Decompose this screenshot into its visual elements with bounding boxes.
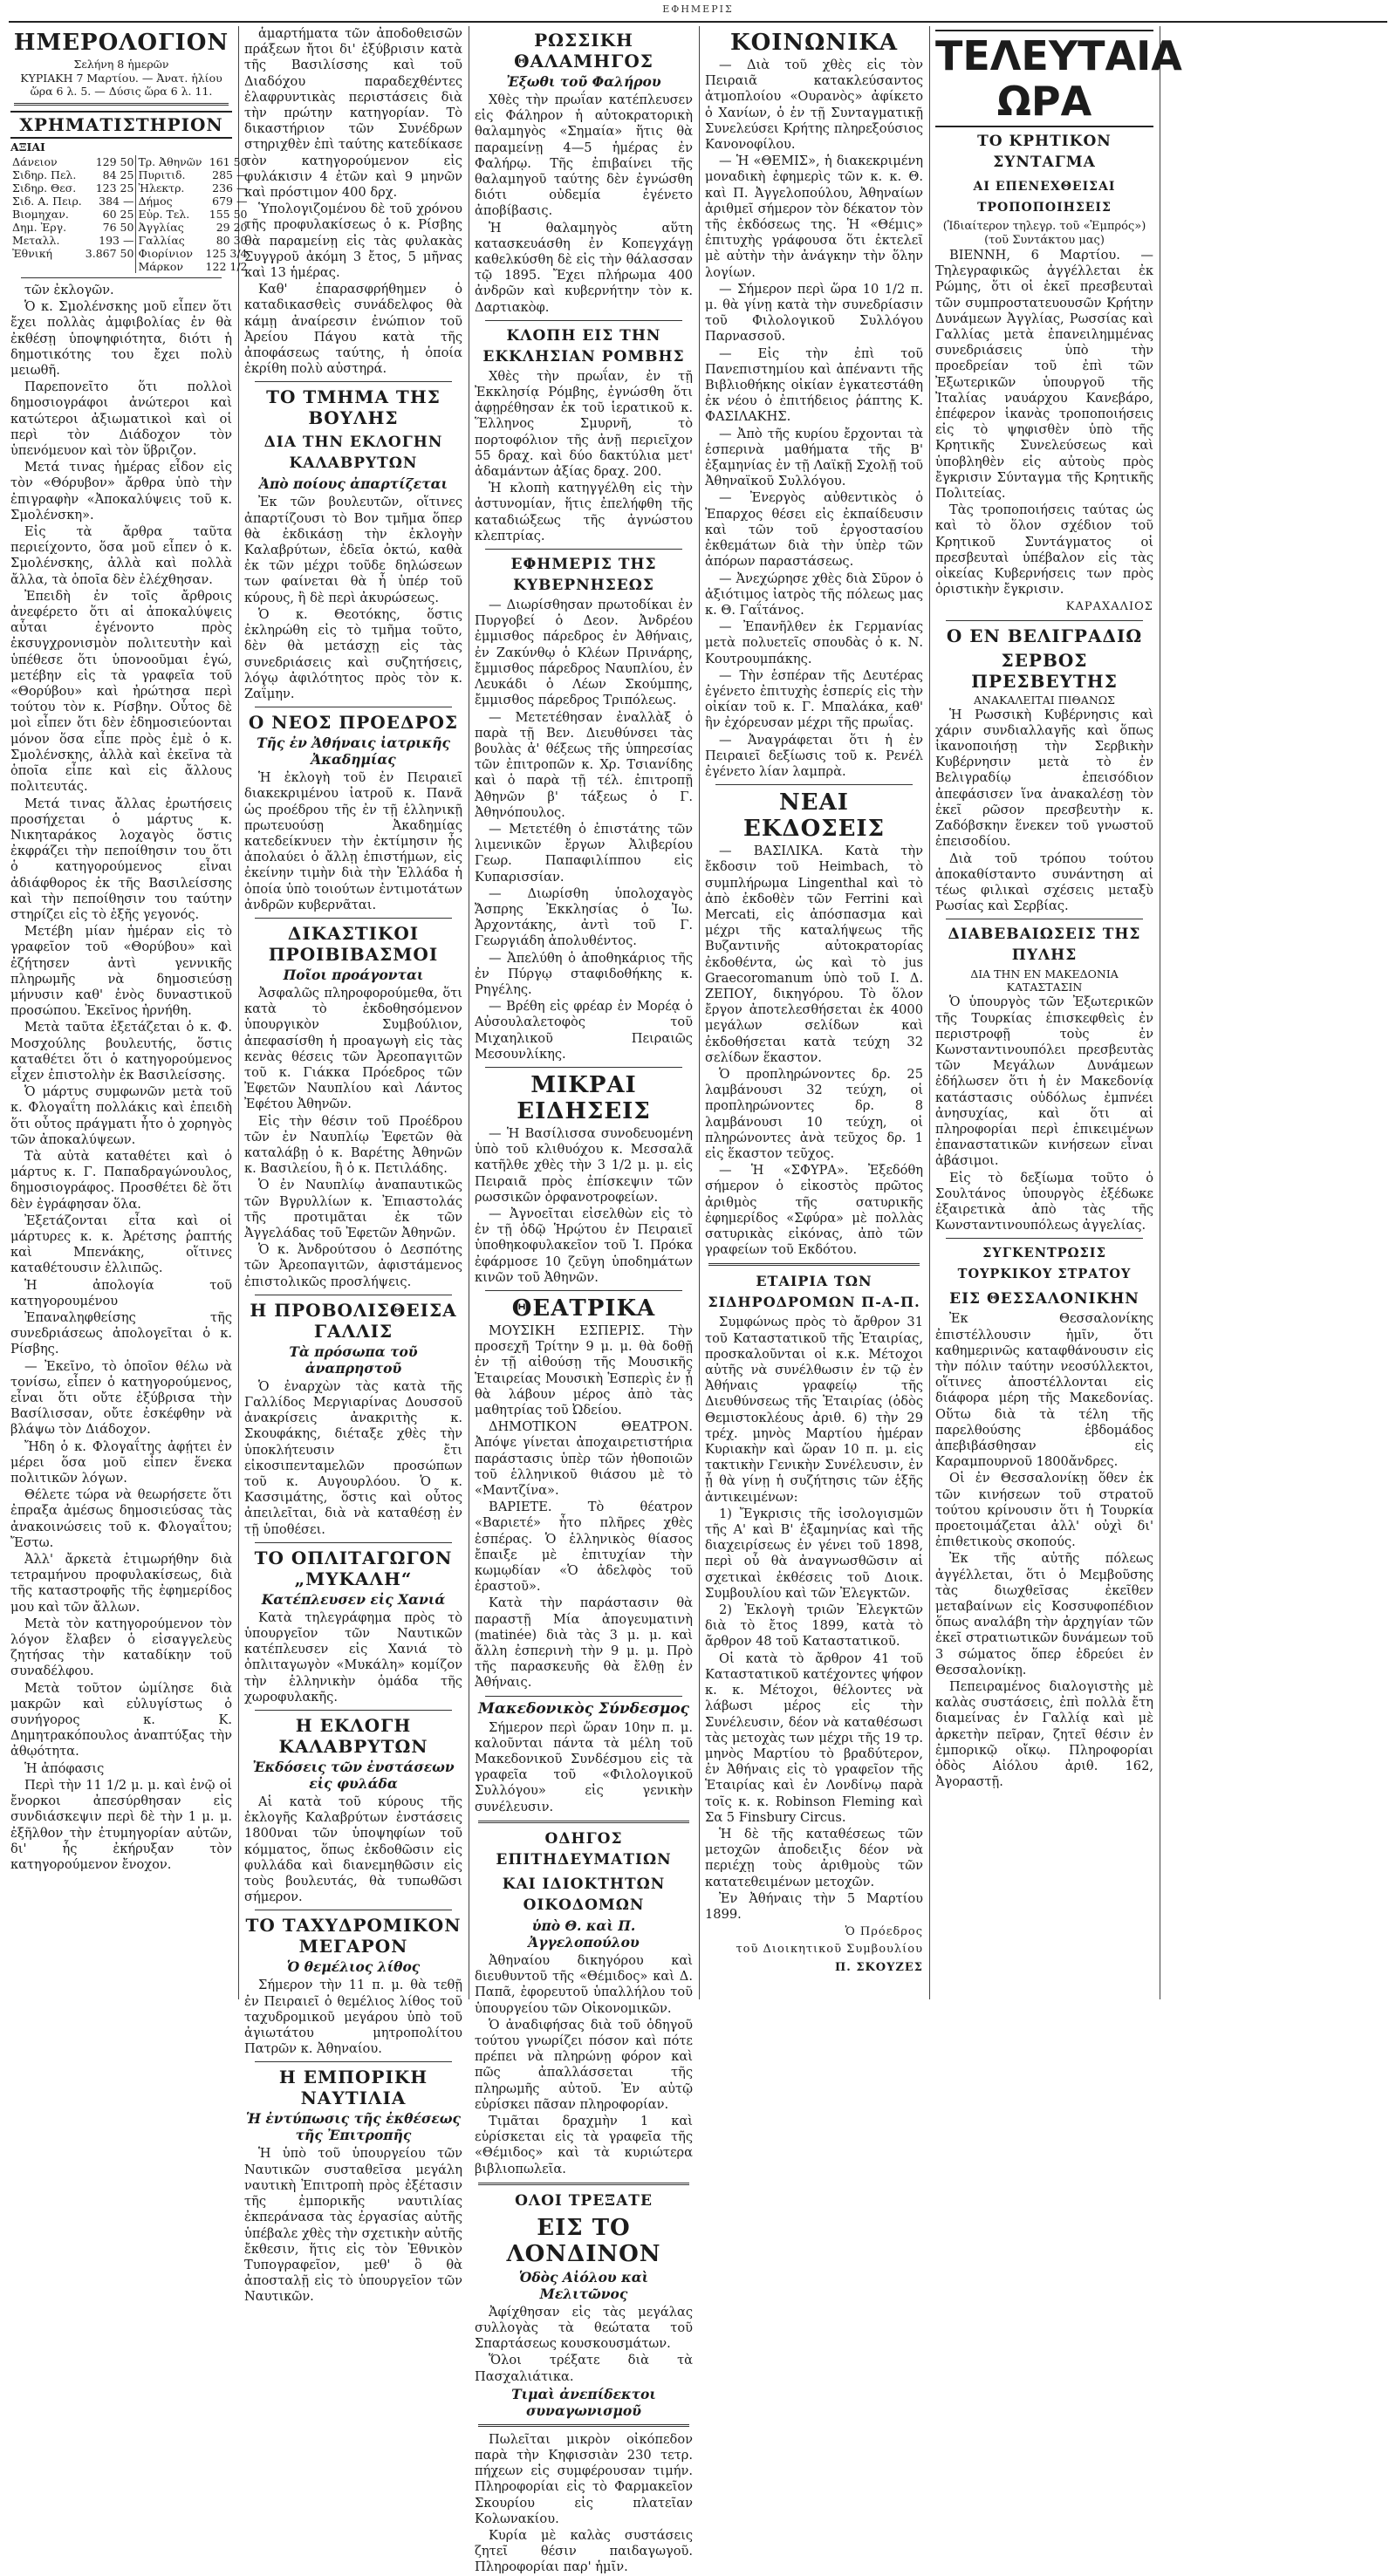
paragraph: Χθὲς τὴν πρωΐαν κατέπλευσεν εἰς Φάληρον ἡ αὐτοκρατορικὴ θαλαμηγὸς «Σημαία» ἥτις θὰ παραμείνῃ 4—5 ἡμέρας ἐν Φαλήρῳ. Τῆς ἐπιβαίνει τῆς θαλαμηγοῦ ταύτης δὲν ἐγνώσθη διότι οὐδεμία ἐγένετο ἀποβίβασις. — [475, 92, 693, 219]
vouli-heading-2: ΔΙΑ ΤΗΝ ΕΚΛΟΓΗΝ ΚΑΛΑΒΡΥΤΩΝ — [263, 434, 443, 473]
market-label: Ἠλεκτρ. — [136, 181, 204, 195]
paragraph: — Ἡ Βασίλισσα συνοδευομένη ὑπὸ τοῦ κλιθυόχου κ. Μεσσαλᾶ κατῆλθε χθὲς τὴν 3 1/2 μ. μ. εἰς Πειραιᾶ πρὸς ἐπίσκεψιν τῶν ρωσσικῶν ὀρφανοτροφείων. — [475, 1125, 693, 1205]
paragraph: ἁμαρτήματα τῶν ἀποδοθεισῶν πράξεων ἤτοι δι' ἐξύβρισιν κατὰ τῆς Βασιλίσσης καὶ τοῦ Διαδόχου παραδεχθέντες ἐλαφρυντικὰς περιστάσεις διὰ τὴν πρώτην κατηγορίαν. Τὸ δικαστήριον τῶν Συνέδρων στηριχθὲν ἐπὶ ταύτης κατεδίκασε τὸν κατηγορούμενον εἰς φυλάκισιν 4 ἐτῶν καὶ 9 μηνῶν καὶ πρόστιμον 400 δρχ. — [244, 26, 462, 201]
porte-article — [935, 994, 1153, 1233]
market-value: 129 50 — [95, 155, 134, 168]
market-value: 29 20 — [216, 221, 248, 234]
run-heading: ΟΛΟΙ ΤΡΕΞΑΤΕ — [515, 2191, 653, 2210]
paragraph: Μετά τινας ἡμέρας εἶδον εἰς τὸν «Θόρυβον» ἄρθρα ὑπὸ τὴν ἐπιγραφὴν «Ἀποκαλύψεις τοῦ κ. Σμολένσκη». — [10, 460, 232, 523]
shipping-subheading: Ἡ ἐντύπωσις τῆς ἐκθέσεως τῆς Ἐπιτροπῆς — [246, 2110, 461, 2144]
paragraph: Πωλεῖται μικρὸν οἰκόπεδον παρὰ τὴν Κηφισσιὰν 230 τετρ. πήχεων εἰς συμφέρουσαν τιμήν. Πληροφορίαι εἰς τὸ Φαρμακεῖον Σκουρίου εἰς πλατεῖαν Κολωνακίου. — [475, 2431, 693, 2526]
divider — [478, 2424, 689, 2427]
column-6-margin — [1166, 26, 1386, 1999]
belgrade-heading-2: ΣΕΡΒΟΣ ΠΡΕΣΒΕΥΤΗΣ — [971, 649, 1118, 692]
market-label: Δήμος — [136, 195, 204, 208]
paragraph: Μετὰ ταῦτα ἐξετάζεται ὁ κ. Φ. Μοσχούλης βουλευτής, ὅστις καταθέτει ὅτι ὁ κατηγορούμενος εἶχεν ἐπιστολὴν ἐκ Βασιλείσσης. — [10, 1020, 232, 1083]
macedonian-article — [475, 1720, 693, 1815]
post-office-article — [244, 1978, 462, 2057]
paragraph: Μετά τινας ἄλλας ἐρωτήσεις προσήχεται ὁ μάρτυς κ. Νικηταράκος λοχαγὸς ὅστις ἐκφράζει τὴν πεποίθησιν του ὅτι ὁ κατηγορούμενος εἶναι ἀδιάφθορος ἐκ τῆς Βασιλείσσης καὶ τὴν πεποίθησιν του ταύτην στηρίζει εἰς τὸ ἐξῆς γεγονός. — [10, 796, 232, 922]
column-4 — [705, 26, 923, 1999]
paragraph: ΜΟΥΣΙΚΗ ΕΣΠΕΡΙΣ. Τὴν προσεχῆ Τρίτην 9 μ. μ. θὰ δοθῇ ἐν τῇ αἰθούσῃ τῆς Μουσικῆς Ἑταιρείας Μουσικὴ Ἑσπερὶς ἐν ᾗ θὰ λάβουν μέρος ἀπὸ τὰς μαθητρίας τοῦ Ὠδείου. — [475, 1323, 693, 1418]
paragraph: Ἡ θαλαμηγὸς αὕτη κατασκευάσθη ἐν Κοπεγχάγῃ καθελκύσθη δὲ εἰς τὴν θάλασσαν τῷ 1895. Ἔχει πλήρωμα 400 ἀνδρῶν καὶ κυβερνήτην τὸν κ. Δαρτιακὸφ. — [475, 220, 693, 315]
market-row — [10, 260, 250, 273]
london-subheading: Ὁδὸς Αἰόλου καὶ Μελιτῶνος — [518, 2268, 649, 2302]
divider — [255, 1710, 452, 1711]
paragraph: 1) Ἔγκρισις τῆς ἰσολογισμῶν τῆς Α' καὶ Β' ἐξαμηνίας καὶ τῆς διαχειρίσεως ἐν γένει τοῦ 1898, περὶ οὗ θὰ ἀναγνωσθῶσιν αἱ σχετικαὶ ἐκθέσεις τοῦ Διοικ. Συμβουλίου καὶ τῶν Ἐλεγκτῶν. — [705, 1506, 923, 1601]
paragraph: Ὁ ἐναρχὼν τὰς κατὰ τῆς Γαλλίδος Μεργιαρίνας Δουσσοῦ ἀνακρίσεις ἀνακριτὴς κ. Σκουφάκης, διέταξε χθὲς τὴν ὑποκλήτευσιν ἔτι εἰκοσιπενταμελῶν προσώπων τοῦ κ. Αυγουρλόου. Ὁ κ. Κασσιμάτης, ὅστις καὶ οὗτος ἀπειλεῖται, διὰ νὰ καταθέσῃ ἐν τῇ ὑποθέσει. — [244, 1378, 462, 1537]
guide-heading: ΟΔΗΓΟΣ ΕΠΙΤΗΔΕΥΜΑΤΙΩΝ — [496, 1829, 672, 1869]
troops-heading-2: ΕΙΣ ΘΕΣΣΑΛΟΝΙΚΗΝ — [949, 1290, 1139, 1308]
paragraph: Οἱ ἐν Θεσσαλονίκῃ ὅθεν ἐκ τῶν κινήσεων τοῦ στρατοῦ τούτου κρίνουσιν ὅτι ἡ Τουρκία προετοιμάζεται ἀλλ' οὐχὶ δι' ἐπιθετικοὺς σκοπούς. — [935, 1471, 1153, 1550]
paragraph: Ἡ ἀπολογία τοῦ κατηγορουμένου — [10, 1277, 232, 1308]
paragraph: — Ἡ «ΣΦΥΡΑ». Ἐξεδόθη σήμερον ὁ εἰκοστὸς πρῶτος ἀριθμὸς τῆς σατυρικῆς ἐφημερίδος «Σφύρα» μὲ πολλὰς σατυρικὰς εἰκόνας, ἀπὸ τῶν γραφείων τοῦ Εκδότου. — [705, 1163, 923, 1258]
paragraph: — Τὴν ἑσπέραν τῆς Δευτέρας ἐγένετο ἐπιτυχὴς ἑσπερίς εἰς τὴν οἰκίαν τοῦ κ. Γ. Μπαλάκα, καθ' ἣν ἐχόρευσαν μέχρι τῆς πρωΐας. — [705, 667, 923, 731]
market-label: Ἐθνική — [12, 247, 52, 260]
railway-signature-name: Π. ΣΚΟΥΖΕΣ — [834, 1960, 923, 1974]
theft-heading: ΚΛΟΠΗ ΕΙΣ ΤΗΝ ΕΚΚΛΗΣΙΑΝ ΡΟΜΒΗΣ — [482, 326, 685, 366]
proedros-heading: Ο ΝΕΟΣ ΠΡΟΕΔΡΟΣ — [248, 712, 459, 734]
paragraph: Ὁ κ. Σμολένσκης μοῦ εἶπεν ὅτι ἔχει πολλὰς ἀμφιβολίας ἐν θὰ ἐκθέσῃ ὑποψηφιότητα, διότι ἡ δημοτικότης του ἔχει πολὺ μειωθῆ. — [10, 299, 232, 379]
paragraph: 2) Ἐκλογὴ τριῶν Ἐλεγκτῶν διὰ τὸ ἔτος 1899, κατὰ τὸ ἄρθρον 48 τοῦ Καταστατικοῦ. — [705, 1602, 923, 1650]
paragraph: Ὁ ἐν Ναυπλίῳ ἀναπαυτικῶς τῶν Βγρυλλίων κ. Ἐπιαστολάς τῆς προτιμᾶται ἐκ τῶν Ἀγγελάδας τοῦ Ἐφετῶν Ἀθηνῶν. — [244, 1178, 462, 1240]
market-label: Δάνειον — [12, 155, 58, 168]
market-label: Πυριτιδ. — [136, 168, 204, 181]
paragraph: — Ἐκεῖνο, τὸ ὁποῖον θέλω νὰ τονίσω, εἶπεν ὁ κατηγορούμενος, εἶναι ὅτι οὔτε ἐξύβρισα τὴν Βασίλισσαν, οὔτε ἐσκέφθην νὰ βλάψω τὸν Διάδοχον. — [10, 1358, 232, 1438]
belgrade-subheading: ΑΝΑΚΑΛΕΙΤΑΙ ΠΙΘΑΝΩΣ — [974, 693, 1115, 707]
paragraph: Κατὰ τὴν παράστασιν θὰ παραστῇ Μία ἀπογευματινὴ (matinée) διὰ τὰς 3 μ. μ. καὶ ἄλλη ἐσπερινὴ τὴν 9 μ. μ. Πρὸ τῆς παρασκευῆς θὰ ἔλθῃ ἐν Ἀθήναις. — [475, 1595, 693, 1691]
paragraph: — Διωρίσθη ὑπολοχαγὸς Ἄσπρης Ἐκκλησίας ὁ Ἰω. Ἀρχοντάκης, ἀντὶ τοῦ Γ. Γεωργιάδη ἀπολυθέντος. — [475, 885, 693, 949]
paragraph: Οἱ κατὰ τὸ ἄρθρον 41 τοῦ Καταστατικοῦ κατέχοντες ψήφον κ. κ. Μέτοχοι, θέλοντες νὰ λάβωσι μέρος εἰς τὴν Συνέλευσιν, δέον νὰ καταθέσωσι τὰς μετοχὰς των μέχρι τῆς 19 τρ. μηνὸς Μαρτίου τὸ βραδύτερον, ἐν Ἀθήναις εἰς τὸ γραφεῖον τῆς Ἑταιρίας καὶ ἐν Λονδίνῳ παρὰ τοῖς κ. κ. Robinson Fleming καὶ Σα 5 Finsbury Circus. — [705, 1650, 923, 1825]
top-rule — [9, 21, 1387, 23]
market-value: 193 — — [99, 234, 134, 247]
paragraph: Σήμερον τὴν 11 π. μ. θὰ τεθῇ ἐν Πειραιεῖ ὁ θεμέλιος λίθος τοῦ ταχυδρομικοῦ μεγάρου ὑπὸ τοῦ ἀγιωτάτου μητροπολίτου Πατρῶν κ. Ἀθηναίου. — [244, 1978, 462, 2057]
paragraph: Ἐκ τῆς αὐτῆς πόλεως ἀγγέλλεται, ὅτι ὁ Μεμβοῦσης τὰς διωχθεῖσας ἐκεῖθεν μεταβαίνων εἰς Κοσσυφοπέδιον ὅπως αναλάβη τὴν ἀρχηγίαν τῶν ἐκεῖ στρατιωτικῶν δυνάμεων τοῦ 3 σώματος ὅπερ ἑδρεύει ἐν Θεσσαλονίκῃ. — [935, 1551, 1153, 1677]
column-rule — [699, 26, 700, 1999]
paragraph: Ἐν Ἀθήναις τὴν 5 Μαρτίου 1899. — [705, 1890, 923, 1922]
paragraph: — Ἀπελύθη ὁ ἀποθηκάριος τῆς ἐν Πύργῳ σταφιδοθήκης κ. Ρηγέλης. — [475, 950, 693, 997]
paragraph: Σήμερον περὶ ὥραν 10ην π. μ. καλοῦνται πάντα τὰ μέλη τοῦ Μακεδονικοῦ Συνδέσμου εἰς τὰ γραφεῖα τοῦ «Φιλολογικοῦ Συλλόγου» εἰς γενικὴν συνέλευσιν. — [475, 1719, 693, 1814]
paragraph: Παρεπονεῖτο ὅτι πολλοὶ δημοσιογράφοι ἀνώτεροι καὶ κατώτεροι ἀξιωματικοὶ καὶ οἱ περὶ τὸν Διάδοχον τὸν ὑπενόμευον καὶ τὸν ὕβριζον. — [10, 379, 232, 459]
paragraph: Μετὰ τὸν κατηγορούμενον τὸν λόγον ἔλαβεν ὁ εἰσαγγελεὺς ζητήσας τὴν καταδίκην τοῦ συναδέλφου. — [10, 1616, 232, 1679]
paragraph: ΒΑΡΙΕΤΕ. Τὸ θέατρον «Βαριετέ» ἦτο πλῆρες χθὲς ἐσπέρας. Ὁ ἑλληνικὸς θίασος ἔπαιξε μὲ ἐπιτυχίαν τὴν κωμῳδίαν «Ὁ ἀδελφὸς τοῦ ἐραστοῦ». — [475, 1500, 693, 1595]
divider — [946, 1238, 1143, 1239]
divider — [485, 549, 682, 550]
proedros-subheading: Τῆς ἐν Ἀθήναις ἰατρικῆς Ἀκαδημίας — [257, 735, 450, 769]
new-editions-heading: ΝΕΑΙ ΕΚΔΟΣΕΙΣ — [743, 789, 885, 843]
theft-article — [475, 369, 693, 544]
paragraph: Ἤδη ὁ κ. Φλογαΐτης ἀφῄτει ἐν μέρει ὅσα μοῦ εἶπεν ἕνεκα πολιτικῶν λόγων. — [10, 1438, 232, 1486]
divider — [255, 381, 452, 382]
paragraph: Ὁ προπληρώνοντες δρ. 25 λαμβάνουσι 32 τεύχη, οἱ προπληρώνοντες δρ. 8 λαμβάνουσι 10 τεύχη, οἱ πληρώνοντες ἀνὰ τεῦχος δρ. 1 εἰς ἕκαστον τεῦχος. — [705, 1066, 923, 1161]
divider — [14, 103, 229, 106]
divider — [708, 1263, 920, 1266]
macedonian-heading: Μακεδονικὸς Σύνδεσμος — [478, 1699, 689, 1718]
social-heading: ΚΟΙΝΩΝΙΚΑ — [729, 30, 898, 56]
market-value: 84 25 — [102, 168, 134, 181]
vouli-subheading: Ἀπὸ ποίους ἀπαρτίζεται — [258, 475, 448, 493]
social-article — [705, 58, 923, 780]
market-row — [10, 221, 250, 234]
market-value: 3.867 50 — [85, 247, 134, 260]
market-label: Μεταλλ. — [12, 234, 60, 247]
paragraph: Ἐκ Θεσσαλονίκης ἐπιστέλλουσιν ἡμῖν, ὅτι καθημερινῶς καταφθάνουσιν εἰς τὴν πόλιν ταύτην νεοσύλλεκτοι, οἵτινες ἀποστέλλονται εἰς διάφορα μέρη τῆς Μακεδονίας. Οὕτω διὰ τὰ τέλη τῆς παρελθούσης ἑβδομάδος ἀπεβιβάσθησαν εἰς Καραμπουρνοῦ 1800ἄνδρες. — [935, 1311, 1153, 1470]
paragraph: τῶν ἐκλογῶν. — [24, 283, 114, 297]
theatre-heading: ΘΕΑΤΡΙΚΑ — [511, 1295, 656, 1322]
gazette-article — [475, 598, 693, 1063]
divider — [485, 1696, 682, 1697]
paragraph: Εἰς τὰ ἄρθρα ταῦτα περιείχοντο, ὅσα μοῦ εἶπεν ὁ κ. Σμολένσκης, ἀλλὰ καὶ πολλὰ ἄλλα, τὰ ὁποῖα δὲν ἐλέχθησαν. — [10, 524, 232, 587]
market-label: Σιδ. Α. Πειρ. — [12, 195, 82, 208]
market-label: Μάρκον — [136, 260, 204, 273]
guide-heading-2: ΚΑΙ ΙΔΙΟΚΤΗΤΩΝ ΟΙΚΟΔΟΜΩΝ — [502, 1875, 666, 1914]
paragraph: Ὑπολογιζομένου δὲ τοῦ χρόνου τῆς προφυλακίσεως ὁ κ. Ρίσβης θὰ παραμείνῃ εἰς τὰς φυλακὰς Συγγροῦ ἀκόμη 3 ἔτος, 5 μῆνας καὶ 13 ἡμέρας. — [244, 202, 462, 281]
paragraph: Ὁ κ. Θεοτόκης, ὅστις ἐκληρώθη εἰς τὸ τμῆμα τοῦτο, δὲν θὰ μετάσχῃ εἰς τὰς συνεδριάσεις καὶ συζητήσεις, λόγῳ ἀφιλότητος πρὸς τὸν κ. Ζαΐμην. — [244, 606, 462, 701]
yacht-article — [475, 92, 693, 316]
market-label: Βιομηχαν. — [12, 208, 69, 221]
post-office-heading: ΤΟ ΤΑΧΥΔΡΟΜΙΚΟΝ ΜΕΓΑΡΟΝ — [245, 1915, 462, 1958]
divider — [485, 1290, 682, 1291]
market-label: Ἀγγλίας — [136, 221, 204, 234]
column-2 — [244, 26, 462, 2305]
paragraph: Ἡ κλοπὴ κατηγγέλθη εἰς τὴν ἀστυνομίαν, ἥτις ἐπελήφθη τῆς καταδιώξεως τῆς ἀγνώστου κλεπτρίας. — [475, 481, 693, 543]
market-row — [10, 195, 250, 208]
paragraph: Τὰ αὐτὰ καταθέτει καὶ ὁ μάρτυς κ. Γ. Παπαδραγώνουλος, δημοσιογράφος. Προσθέτει δὲ ὅτι δὲν ἐγράφησαν ὅλα. — [10, 1148, 232, 1212]
market-value: 384 — — [99, 195, 134, 208]
troops-heading: ΣΥΓΚΕΝΤΡΩΣΙΣ ΤΟΥΡΚΙΚΟΥ ΣΤΡΑΤΟΥ — [957, 1246, 1132, 1282]
divider — [478, 1821, 689, 1823]
london-prices: Τιμαὶ ἀνεπίδεκτοι συναγωνισμοῦ — [511, 2385, 656, 2419]
paragraph: — Μετετέθησαν ἐναλλὰξ ὁ παρὰ τῇ Βεν. Διευθύνσει τὰς βουλὰς ἀ' θέξεως τῆς ὑπηρεσίας τῶν ἐπιτροπῶν κ. Χρ. Τσιανίδης καὶ ὁ παρὰ τῇ τέλ. ἐπιτροπῇ Ἀθηνῶν β' τάξεως ὁ Γ. Ἀθηνόπουλος. — [475, 709, 693, 820]
market-row — [10, 208, 250, 221]
theatre-article — [475, 1323, 693, 1691]
paragraph: Ἐπαναληφθείσης τῆς συνεδριάσεως ἀπολογεῖται ὁ κ. Ρίσβης. — [10, 1310, 232, 1357]
paragraph: Κατὰ τηλεγράφημα πρὸς τὸ ὑπουργεῖον τῶν Ναυτικῶν κατέπλευσεν εἰς Χανιά τὸ ὁπλιταγωγὸν «Μυκάλη» κομίζον τὴν ἑλληνικὴν ὁμάδα τῆς χωροφυλακῆς. — [244, 1609, 462, 1705]
kalavryta-heading: Η ΕΚΛΟΓΗ ΚΑΛΑΒΡΥΤΩΝ — [278, 1715, 428, 1758]
paragraph: Ὁ μάρτυς συμφωνῶν μετὰ τοῦ κ. Φλογαΐτη πολλάκις καὶ ἐπειδὴ ὅτι οὗτος πράγματι ἦτο ὁ χορηγὸς τῶν ἀποκαλύψεων. — [10, 1084, 232, 1147]
london-heading: ΕΙΣ ΤΟ ΛΟΝΔΙΝΟΝ — [506, 2214, 661, 2267]
market-label: Γαλλίας — [136, 234, 204, 247]
market-label: Τρ. Ἀθηνῶν — [136, 155, 204, 168]
short-news-heading: ΜΙΚΡΑΙ ΕΙΔΗΣΕΙΣ — [517, 1071, 651, 1124]
belgrade-article — [935, 707, 1153, 915]
paragraph: — Ἐπανῆλθεν ἐκ Γερμανίας μετὰ πολυετεῖς σπουδὰς ὁ κ. Ν. Κουτρουμπάκης. — [705, 619, 923, 666]
paragraph: Ἀλλ' ἄρκετὰ ἐτιμωρήθην διὰ τετραμήνου προφυλακίσεως, διὰ τῆς καταστροφῆς τῆς ἐφημερίδος μου καὶ τῶν ἄλλων. — [10, 1552, 232, 1615]
yacht-subheading: Ἐξωθι τοῦ Φαλήρου — [506, 73, 661, 90]
paragraph: — Ἡ «ΘΕΜΙΣ», ἡ διακεκριμένη μοναδικὴ ἐφημερὶς τῶν κ. κ. Θ. καὶ Π. Ἀγγελοπούλου, Ἀθηναίων ἀριθμεῖ σήμερον τὸν δέκατον τὸν τῆς ἐκδόσεως της. Ἡ «Θέμις» ἐπιτυχὴς γράφουσα ὅτι ἐκτελεῖ μὲ αὐτὴν τὴν ἀνάγκην τὴν ὅλην λογίων. — [705, 154, 923, 280]
paragraph: — Εἰς τὴν ἐπὶ τοῦ Πανεπιστημίου καὶ ἀπέναντι τῆς Βιβλιοθήκης οἰκίαν ἐγκατεστάθη ἐκ νέου ὁ ἐπιτήδειος ῥάπτης Κ. ΦΑΣΙΛΑΚΗΣ. — [705, 345, 923, 425]
paragraph: Ἡ Ρωσσικὴ Κυβέρνησις καὶ χάριν συνδιαλλαγῆς καὶ ὅπως ἱκανοποιήσῃ τὴν Σερβικὴν Κυβέρνησιν μετὰ τὸ ἐν Βελιγραδίῳ ἐπεισόδιον ἀπεφάσισεν ἵνα ἀνακαλέσῃ τὸν ἐκεῖ ρῶσον πρεσβευτὴν κ. Ζαδόβσκην ἕνεκεν τοῦ γνωστοῦ ἐπεισοδίου. — [935, 707, 1153, 850]
divider — [715, 784, 913, 785]
market-value: 679 — — [212, 195, 248, 208]
calendar-masthead: ΗΜΕΡΟΛΟΓΙΟΝ — [13, 30, 229, 56]
market-row — [10, 247, 250, 260]
paragraph: Εἰς τὴν θέσιν τοῦ Προέδρου τῶν ἐν Ναυπλίῳ Ἐφετῶν θὰ καταλάβῃ ὁ κ. Βαρέτης Ἀθηνῶν κ. Βασιλείου, ἢ ὁ κ. Πετιλάδης. — [244, 1113, 462, 1177]
mykali-heading: ΤΟ ΟΠΛΙΤΑΓΩΓΟΝ „ΜΥΚΑΛΗ“ — [254, 1547, 453, 1589]
paragraph: — Σήμερον περὶ ὥρα 10 1/2 π. μ. θὰ γίνῃ κατὰ τὴν συνεδρίασιν τοῦ Φιλολογικοῦ Συλλόγου Παρνασσοῦ. — [705, 281, 923, 345]
paragraph: Ἀθηναίου δικηγόρου καὶ διευθυντοῦ τῆς «Θέμιδος» καὶ Δ. Παπᾶ, ἐφορευτοῦ ὑπαλλήλου τοῦ ὑπουργείου τῶν Οἰκονομικῶν. — [475, 1952, 693, 2016]
vouli-article — [244, 495, 462, 702]
paragraph: Αἱ κατὰ τοῦ κύρους τῆς ἐκλογῆς Καλαβρύτων ἐνστάσεις 1800ναι τῶν ὑποψηφίων τοῦ κόμματος, ὅπως ἐκδοθῶσιν εἰς φυλλάδα καὶ διανεμηθῶσιν εἰς τοὺς βουλευτάς, θὰ τυπωθῶσι σήμερον. — [244, 1794, 462, 1905]
paragraph: — ΒΑΣΙΛΙΚΑ. Κατὰ τὴν ἔκδοσιν τοῦ Heimbach, τὸ συμπλήρωμα Lingenthal καὶ τὸ ἀπὸ ἐκδοθὲν τῶν Ferrini καὶ Mercati, εἰς ἀπόσπασμα καὶ μέχρι τῆς καταλήψεως τῆς Βυζαντινῆς αὐτοκρατορίας ἐκδοθέντα, ὡς καὶ τὸ jus Graecoromanum ὑπὸ τοῦ Ι. Δ. ΖΕΠΟΥ, δικηγόρου. Τὸ ὅλον ἔργον ἀποτελεσθήσεται ἐκ 4000 μεγάλων σελίδων καὶ ἐκδοθήσεται κατὰ τεύχη 32 σελίδων ἕκαστον. — [705, 844, 923, 1065]
market-value: 125 3/4 — [205, 247, 248, 260]
market-value: 123 25 — [95, 181, 134, 195]
vouli-heading: ΤΟ ΤΜΗΜΑ ΤΗΣ ΒΟΥΛΗΣ — [266, 386, 441, 429]
post-office-subheading: Ὁ θεμέλιος λίθος — [286, 1958, 421, 1976]
market-value: 236 — — [212, 181, 248, 195]
paragraph: Εἰς τὸ δεξίωμα τοῦτο ὁ Σουλτάνος ὑπουργὸς ἐξέδωκε ἐξαιρετικὰ ἀπὸ τὰς τῆς Κωνσταντινουπόλεως ἀγγελίας. — [935, 1170, 1153, 1233]
paragraph: — Ἀναγράφεται ὅτι ἡ ἐν Πειραιεῖ δεξίωσις τοῦ κ. Ρενέλ ἐγένετο λίαν λαμπρὰ. — [705, 732, 923, 779]
calendar-date-line: ΚΥΡΙΑΚΗ 7 Μαρτίου. — Ἀνατ. ἡλίου ὥρα 6 λ. 5. — Δύσις ὥρα 6 λ. 11. — [20, 72, 222, 98]
column-rule — [238, 26, 239, 1999]
paragraph: Ὅλοι τρέξατε διὰ τὰ Πασχαλιάτικα. — [475, 2353, 693, 2384]
page-folio: ΕΦΗΜΕΡΙΣ — [662, 3, 734, 15]
paragraph: Μετὰ τοῦτον ὡμίλησε διὰ μακρῶν καὶ εὐλυγίστως ὁ συνήγορος κ. Κ. Δημητρακόπουλος ἀναπτύξας τὴν ἀθῳότητα. — [10, 1680, 232, 1759]
cretan-constitution-article — [935, 248, 1153, 598]
classified-ads — [475, 2432, 693, 2576]
paragraph: — Διὰ τοῦ χθὲς εἰς τὸν Πειραιᾶ κατακλεύσαντος ἀτμοπλοίου «Ουρανὸς» ἀφίκετο ὁ Χανίων, ὁ ἐν τῇ Συνταγματικῇ Συνελεύσει Κρήτης πληρεξούσιος Κανονοφίλου. — [705, 58, 923, 153]
divider — [21, 277, 222, 278]
yacht-heading: ΡΩΣΣΙΚΗ ΘΑΛΑΜΗΓΟΣ — [514, 30, 654, 72]
paragraph: — Βρέθη εἰς φρέαρ ἐν Μορέᾳ ὁ Αὐσουλαλετοφὸς τοῦ Μιχαηλικοῦ Πειραιῶς Μεσουνλίκης. — [475, 999, 693, 1062]
proedros-article — [244, 770, 462, 913]
paragraph: Ἡ ἀπόφασις — [24, 1760, 105, 1776]
kalavryta-article — [244, 1794, 462, 1905]
paragraph: Ἐκ τῶν βουλευτῶν, οἵτινες ἀπαρτίζουσι τὸ Βον τμῆμα ὅπερ θὰ ἐκδικάσῃ τὴν ἐκλογὴν Καλαβρύτων, ἐδεῖα ὀκτώ, καθὰ ἐκ τῶν μέχρι τοῦδε δηλώσεων των φαίνεται θὰ ἦ ὑπέρ τοῦ κύρους, ἢ δὲ περὶ ἀκυρώσεως. — [244, 495, 462, 605]
divider — [255, 2061, 452, 2062]
troops-article — [935, 1311, 1153, 1790]
short-news-article — [475, 1126, 693, 1286]
galla-heading: Η ΠΡΟΒΟΛΙΣΘΕΙΣΑ ΓΑΛΛΙΣ — [250, 1299, 457, 1342]
paragraph: Περὶ τὴν 11 1/2 μ. μ. καὶ ἐνῷ οἱ ἔνορκοι ἀπεσύρθησαν εἰς συνδιάσκεψιν περὶ δὲ τὴν 1 μ. μ. ἐξῆλθον τὴν ἐτυμηγορίαν αὐτῶν, δι' ἧς ἐκήρυξαν τὸν κατηγορούμενον ἔνοχον. — [10, 1777, 232, 1872]
divider — [255, 1542, 452, 1543]
divider — [485, 1067, 682, 1068]
market-value: 122 1/2 — [205, 260, 248, 273]
shipping-article — [244, 2146, 462, 2305]
paragraph: Ἀφίχθησαν εἰς τὰς μεγάλας συλλογὰς τὰ θεώτατα τοῦ Σπαρτάσεως κουσκουσμάτων. — [475, 2304, 693, 2352]
paragraph: Ἡ ὑπὸ τοῦ ὑπουργείου τῶν Ναυτικῶν συσταθεῖσα μεγάλη ναυτικὴ Ἐπιτροπὴ πρὸς ἐξέτασιν τῆς ἐμπορικῆς ναυτιλίας ἐκπεράνασα τὰς ἐργασίας αὐτῆς ὑπέβαλε χθὲς τὴν σχετικὴν αὐτῆς ἔκθεσιν, ἥτις εἰς τὸν Ἐθνικὸν Τυπογραφεῖον, μεθ' ὃ θὰ ἀποσταλῇ εἰς τὸ ὑπουργεῖον τῶν Ναυτικῶν. — [244, 2146, 462, 2305]
paragraph: — Ἀγνοεῖται εἰσελθὼν εἰς τὸ ἐν τῇ ὁδῷ Ἡρῴτου ἐν Πειραιεῖ ὑποθηκοφυλακεῖον τοῦ Ἰ. Πρόκα ἐφάρμοσε 10 ζεῦγη ὑποδημάτων κινῶν τοῦ Ἀθηνῶν. — [475, 1206, 693, 1285]
market-row — [10, 234, 250, 247]
market-value: 161 50 — [209, 155, 248, 168]
gazette-heading: ΕΦΗΜΕΡΙΣ ΤΗΣ ΚΥΒΕΡΝΗΣΕΩΣ — [510, 556, 657, 595]
calendar-moon: Σελήνη 8 ἡμερῶν — [73, 58, 169, 71]
column-rule — [929, 26, 930, 1999]
paragraph: ΔΗΜΟΤΙΚΟΝ ΘΕΑΤΡΟΝ. Ἀπόψε γίνεται ἀποχαιρετιστήρια παράστασις ὑπὲρ τῶν ἠθοποιῶν τοῦ ἑλληνικοῦ θιάσου μὲ τὸ «Μαντζίνα». — [475, 1419, 693, 1499]
railway-heading: ΕΤΑΙΡΙΑ ΤΩΝ ΣΙΔΗΡΟΔΡΟΜΩΝ Π-Α-Π. — [708, 1273, 920, 1311]
paragraph: — Μετετέθη ὁ ἐπιστάτης τῶν λιμενικῶν ἔργων Ἀλιβερίου Γεωρ. Παπαφιλίππου εἰς Κυπαρισσίαν. — [475, 821, 693, 885]
guide-ad — [475, 1953, 693, 2177]
porte-heading: ΔΙΑΒΕΒΑΙΩΣΕΙΣ ΤΗΣ ΠΥΛΗΣ — [948, 926, 1141, 965]
cretan-constitution-heading-2: ΑΙ ΕΠΕΝΕΧΘΕΙΣΑΙ ΤΡΟΠΟΠΟΙΗΣΕΙΣ — [973, 180, 1116, 215]
market-row — [10, 168, 250, 181]
paragraph: Χθὲς τὴν πρωΐαν, ἐν τῇ Ἐκκλησίᾳ Ρόμβης, ἐγνώσθη ὅτι ἀφῃρέθησαν ἐκ τοῦ ἱερατικοῦ κ. Ἕλληνος Σμυρνῆ, τὸ πορτοφόλιον τῆς ἀνῇ περιεῖχον 55 δραχ. καὶ δύο δακτύλια μετ' ἀδαμάντων ἀξίας δραχ. 200. — [475, 368, 693, 480]
divider — [946, 620, 1143, 621]
kalavryta-subheading: Ἐκδόσεις τῶν ἐνστάσεων εἰς φυλάδα — [252, 1759, 455, 1793]
london-ad — [475, 2305, 693, 2385]
railway-notice — [705, 1315, 923, 1923]
market-label: Σιδηρ. Θεσ. — [12, 181, 77, 195]
market-value: 155 50 — [209, 208, 248, 221]
paragraph: Ἐξετάζονται εἶτα καὶ οἱ μάρτυρες κ. κ. Ἀρέτσης ῥαπτής καὶ Μπενάκης, οἵτινες καταθέτουσιν ἐλλιπῶς. — [10, 1213, 232, 1276]
column-3 — [475, 26, 693, 2575]
divider — [255, 918, 452, 919]
cretan-constitution-heading: ΤΟ ΚΡΗΤΙΚΟΝ ΣΥΝΤΑΓΜΑ — [977, 133, 1112, 171]
shipping-heading: Η ΕΜΠΟΡΙΚΗ ΝΑΥΤΙΛΙΑ — [278, 2067, 428, 2109]
market-value: 60 25 — [102, 208, 134, 221]
paragraph: Κυρία μὲ καλὰς συστάσεις ζητεῖ θέσιν παιδαγωγοῦ. Πληροφορίαι παρ' ἡμῖν. — [475, 2527, 693, 2575]
mykali-subheading: Κατέπλευσεν εἰς Χανιά — [261, 1590, 446, 1608]
paragraph: Ὁ ἀναδιφήσας διὰ τοῦ ὁδηγοῦ τούτου γνωρίζει πόσον καὶ πότε πρέπει νὰ πληρώνῃ φόρον καὶ πῶς ἀπαλλάσσεται τῆς πληρωμῆς αὐτοῦ. Ἐν αὐτῷ εὑρίσκει πᾶσαν πληροφορίαν. — [475, 2017, 693, 2112]
telegram-note: (Ἰδιαίτερον τηλεγρ. τοῦ «Ἐμπρός») (τοῦ Συντάκτου μας) — [942, 220, 1146, 247]
new-editions-article — [705, 844, 923, 1258]
market-row — [10, 181, 250, 195]
paragraph: Τὰς τροποποιήσεις ταύτας ὡς καὶ τὸ ὅλον σχέδιον τοῦ Κρητικοῦ Συντάγματος οἱ πρεσβευταὶ ὑπέβαλον εἰς τὰς οἰκείας Κυβερνήσεις των πρὸς ὁριστικὴν ἔγκρισιν. — [935, 502, 1153, 598]
porte-subheading: ΔΙΑ ΤΗΝ ΕΝ ΜΑΚΕΔΟΝΙΑ ΚΑΤΑΣΤΑΣΙΝ — [970, 967, 1119, 994]
paragraph: — Ἀπὸ τῆς κυρίου ἔρχονται τὰ ἑσπερινὰ μαθήματα τῆς Β' ἐξαμηνίας ἐν τῇ Λαϊκῇ Σχολῇ τοῦ Ἀθηναϊκοῦ Συλλόγου. — [705, 426, 923, 489]
trial-verdict-text — [244, 26, 462, 377]
paragraph: Πεπειραμένος διαλογιστὴς μὲ καλὰς συστάσεις, ἐπὶ πολλὰ ἔτη διαμείνας ἐν Γαλλίᾳ καὶ μὲ ἀρκετὴν πεῖραν, ζητεῖ θέσιν ἐν ἐμπορικῷ οἴκῳ. Πληροφορίαι ὁδὸς Αἰόλου ἀριθ. 162, Ἀγοραστῇ. — [935, 1679, 1153, 1790]
railway-signature-board: τοῦ Διοικητικοῦ Συμβουλίου — [736, 1943, 923, 1957]
market-table — [10, 155, 250, 273]
market-row — [10, 155, 250, 168]
market-label: Εὐρ. Τελ. — [136, 208, 204, 221]
paragraph: Μετέβη μίαν ἡμέραν εἰς τὸ γραφεῖον τοῦ «Θορύβου» καὶ ἐζήτησεν ἀντὶ γεννικῆς πληρωμῆς νὰ δημοσιεύσῃ μήνυσιν καθ' ἑνὸς δυναστικοῦ προσώπου. Ἐκεῖνος ἠρνήθη. — [10, 924, 232, 1019]
paragraph: Ἀσφαλῶς πληροφορούμεθα, ὅτι κατὰ τὸ ἐκδοθησόμενον ὑπουργικὸν Συμβούλιον, ἀπεφασίσθη ἡ προαγωγὴ εἰς τὰς κενὰς θέσεις τῶν Ἀρεοπαγιτῶν τοῦ κ. Γιάκκα Πρόεδρος τῶν Ἐφετῶν Ναυπλίου καὶ Λάντος Ἐφέτου Ἀθηνῶν. — [244, 985, 462, 1112]
market-heading: ΧΡΗΜΑΤΙΣΤΗΡΙΟΝ — [10, 111, 232, 139]
trial-report — [10, 283, 232, 1873]
divider — [478, 2183, 689, 2185]
correspondent-signature: ΚΑΡΑΧΑΛΙΟΣ — [1065, 600, 1153, 614]
mykali-article — [244, 1610, 462, 1705]
column-5 — [935, 26, 1182, 1999]
column-1 — [10, 26, 248, 1999]
galla-article — [244, 1379, 462, 1538]
paragraph: Ἡ ἐκλογὴ τοῦ ἐν Πειραιεῖ διακεκριμένου ἰατροῦ κ. Πανᾶ ὡς προέδρου τῆς ἐν τῇ ἑλληνικῇ πρωτευούσῃ Ἀκαδημίας κατεδείκνυεν τὴν ἐκτίμησιν ἧς ἀπολαύει ὁ ἄλλῃ ἐπιστήμων, εἰς ἐκείνην τιμὴν διὰ τὴν Ἑλλάδα ἡ ὁποία ὑπὸ τοιούτων ἐντιμοτάτων ἀνδρῶν κυβερνᾶται. — [244, 770, 462, 912]
belgrade-heading: Ο ΕΝ ΒΕΛΙΓΡΑΔΙΩ — [946, 625, 1143, 646]
last-hour-heading: ΤΕΛΕΥΤΑΙΑ ΩΡΑ — [935, 30, 1153, 127]
railway-signature-title: Ὁ Πρόεδρος — [845, 1925, 923, 1939]
market-value: 80 30 — [216, 234, 248, 247]
market-label: Φιορίνιον — [136, 247, 204, 260]
market-subheading: ΑΞΙΑΙ — [10, 140, 45, 154]
paragraph: Ὁ ὑπουργὸς τῶν Ἐξωτερικῶν τῆς Τουρκίας ἐπισκεφθεὶς ἐν περιστροφῇ τοὺς ἐν Κωνσταντινουπόλει πρεσβευτὰς τῶν Μεγάλων Δυνάμεων ἐδήλωσεν ὅτι ἡ ἐν Μακεδονίᾳ κατάστασις οὐδόλως ἐμπνέει ἀνησυχίας, καὶ ὅτι αἱ πληροφορίαι περὶ ἐπικειμένων ἐπαναστατικῶν κινήσεων εἶναι ἀβάσιμοι. — [935, 994, 1153, 1169]
dikast-heading: ΔΙΚΑΣΤΙΚΟΙ ΠΡΟΙΒΙΒΑΣΜΟΙ — [268, 922, 439, 965]
market-label: Σιδηρ. Πελ. — [12, 168, 77, 181]
paragraph: Θέλετε τώρα νὰ θεωρήσετε ὅτι ἐπραξα ἀμέσως δημοσιεύσας τὰς ἀνακοινώσεις τοῦ κ. Φλογαΐτου; Ἔστω. — [10, 1487, 232, 1550]
paragraph: Καθ' ἐπαρασφρήθημεν ὁ καταδικασθεὶς συνάδελφος θὰ κάμῃ ἀναίρεσιν ἐνώπιον τοῦ Ἀρείου Πάγου κατὰ τῆς ἀποφάσεως ταύτης, ἡ ὁποία ἐκρίθη πολὺ αὐστηρά. — [244, 282, 462, 377]
paragraph: Ἡ δὲ τῆς καταθέσεως τῶν μετοχῶν ἀποδειξις δέον νὰ περιέχῃ τοὺς ἀριθμοὺς τῶν κατατεθειμένων μετοχῶν. — [705, 1826, 923, 1889]
galla-subheading: Τὰ πρόσωπα τοῦ ἀναπρηστοῦ — [289, 1343, 418, 1377]
market-value: 76 50 — [102, 221, 134, 234]
market-label: Δημ. Ἐργ. — [12, 221, 67, 234]
paragraph: — Διωρίσθησαν πρωτοδίκαι ἐν Πυργοβεί ὁ Δεον. Ἀνδρέου ἐμμισθος πάρεδρος ἐν Ἀθήναις, ἐν Ζακύνθῳ ὁ Κλέων Πρινάρης, ἔμμισθος πάρεδρος Ναυπλίου, ἐν Λευκάδι ὁ Λέων Σκούμπης, ἔμμισθος πάρεδρος Τριπόλεως. — [475, 598, 693, 708]
dikast-article — [244, 986, 462, 1290]
market-label — [10, 260, 84, 273]
paragraph: Διὰ τοῦ τρόπου τούτου ἀποκαθίσταντο συνάντηση αἱ τέως φιλικαὶ σχέσεις μεταξὺ Ρωσίας καὶ Σερβίας. — [935, 851, 1153, 914]
guide-subheading: ὑπὸ Θ. καὶ Π. Ἀγγελοπούλου — [528, 1917, 640, 1951]
paragraph: Ἐπειδὴ ἐν τοῖς ἄρθροις ἀνεφέρετο ὅτι αἱ ἀποκαλύψεις αὗται ἐγένοντο πρὸς ἐκσυγχρονισμὸν πολιτευτὴν καὶ ὑπέθεσε ὅτι ὑπονοοῦμαι ἐγώ, μετέβην εἰς τὰ γραφεῖα τοῦ «Θορύβου» καὶ ἠρώτησα περὶ τούτου τὸν κ. Ρίσβην. Οὗτος δὲ μοὶ εἶπεν ὅτι δὲν ἐδημοσιεύονται μόνον ὅσα εἶπε πρὸς ἐμὲ ὁ κ. Σμολένσκης, ἀλλὰ καὶ ἐκεῖνα τὰ ὁποῖα εἶπε καὶ εἰς ἄλλους πολιτευτάς. — [10, 588, 232, 795]
market-value: 285 — — [212, 168, 248, 181]
paragraph: — Ἐνεργὸς αὐθεντικὸς ὁ Ἐπαρχος θέσει εἰς ἐκπαίδευσιν καὶ τῶν τοῦ ἐργοστασίου ἐκθεμάτων διὰ τὴν ὑπὲρ τῶν ἀπόρων παραστάσεως. — [705, 490, 923, 570]
paragraph: ΒΙΕΝΝΗ, 6 Μαρτίου. — Τηλεγραφικῶς ἀγγέλλεται ἐκ Ρώμης, ὅτι οἱ ἐκεῖ πρεσβευταὶ τῶν συμπροστατευουσῶν Κρήτην Δυνάμεων Ἀγγλίας, Ρωσσίας καὶ Γαλλίας μετὰ ἐπανειλημμένας συνεδριάσεις ὑπὸ τὴν προεδρείαν τοῦ ἐπὶ τῶν Ἐξωτερικῶν ὑπουργοῦ τῆς Ἰταλίας ναυάρχου Κανεβάρο, ἐπέφερον ἱκανὰς τροποποιήσεις εἰς τὸ ψηφισθὲν ὑπὸ τῆς Κρητικῆς Συνελεύσεως καὶ ὑποβληθὲν εἰς αὐτοὺς πρὸς ἔγκρισιν Σύνταγμα τῆς Κρητικῆς Πολιτείας. — [935, 248, 1153, 502]
market-value — [84, 260, 136, 273]
paragraph: Τιμᾶται δραχμὴν 1 καὶ εὑρίσκεται εἰς τὰ γραφεῖα τῆς «Θέμιδος» καὶ τὰ κυριώτερα βιβλιοπωλεῖα. — [475, 2113, 693, 2176]
paragraph: — Ἀνεχώρησε χθὲς διὰ Σῦρον ὁ ἀξιότιμος ἰατρὸς τῆς πόλεως μας κ. Θ. Γαΐτάνος. — [705, 571, 923, 618]
dikast-subheading: Ποῖοι προάγονται — [283, 966, 424, 983]
paragraph: Ὁ κ. Ἀνδρούτσου ὁ Δεσπότης τῶν Ἀρεοπαγιτῶν, ἀφιστάμενος ἐπιστολικῶς προσλήψεις. — [244, 1242, 462, 1289]
divider — [485, 320, 682, 321]
paragraph: Συμφώνως πρὸς τὸ ἄρθρον 31 τοῦ Καταστατικοῦ τῆς Ἑταιρίας, προσκαλοῦνται οἱ κ.κ. Μέτοχοι αὐτῆς νὰ συνέλθωσιν ἐν τῷ ἐν Ἀθήναις γραφείῳ τῆς Διευθύνσεως τῆς Ἑταιρίας (ὁδὸς Θεμιστοκλέους ἀριθ. 6) τὴν 29 τρέχ. μηνὸς Μαρτίου ἡμέραν Κυριακὴν καὶ ὥραν 10 π. μ. εἰς τακτικὴν Γενικὴν Συνέλευσιν, ἐν ᾗ θὰ γίνῃ ἡ συζήτησις τῶν ἑξῆς ἀντικειμένων: — [705, 1315, 923, 1505]
